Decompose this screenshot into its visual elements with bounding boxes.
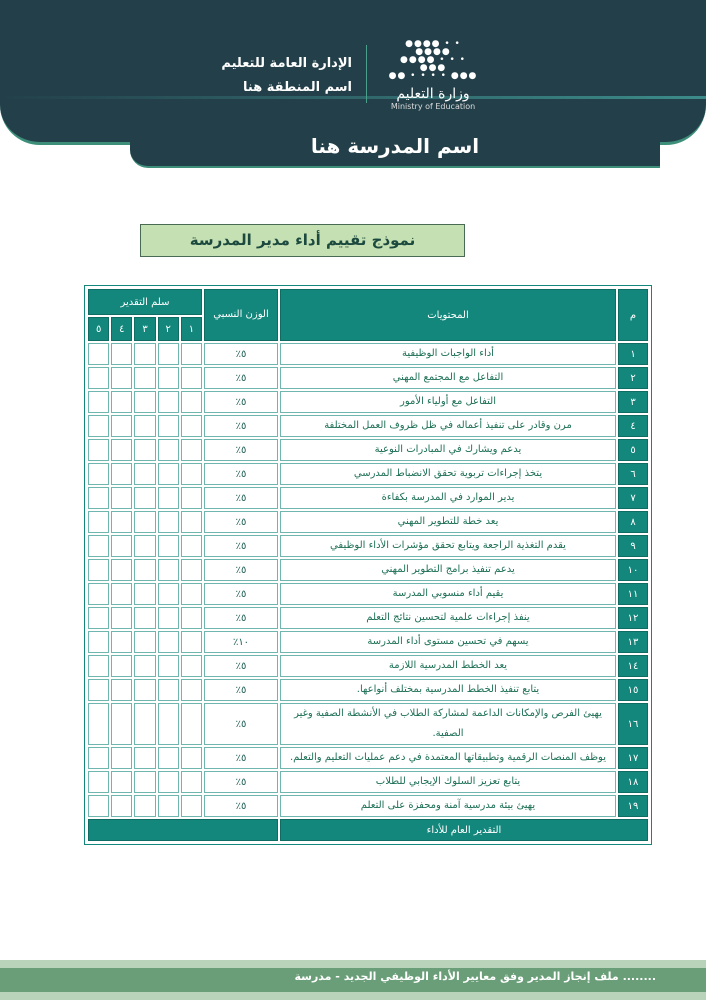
rating-cell-1[interactable]: [181, 511, 202, 533]
rating-cell-3[interactable]: [134, 747, 155, 769]
rating-cell-2[interactable]: [158, 795, 179, 817]
logo-dots-icon: ●●●● • • ●●●● ●●●● • • • ●●● ●● • • • • ●●●: [388, 39, 478, 81]
table-row: [88, 559, 648, 581]
rating-cell-2[interactable]: [158, 391, 179, 413]
row-weight: ٥٪: [204, 655, 278, 677]
scale-level-1: ١: [181, 317, 202, 341]
scale-level-3: ٣: [134, 317, 155, 341]
row-content: يدير الموارد في المدرسة بكفاءة: [280, 487, 616, 509]
footer-text: ملف إنجاز المدير وفق معايير الأداء الوظيفي الجديد - مدرسة ........: [294, 970, 656, 983]
rating-cell-1[interactable]: [181, 487, 202, 509]
rating-cell-3[interactable]: [134, 771, 155, 793]
table-row: [88, 415, 648, 437]
row-weight: ٥٪: [204, 439, 278, 461]
row-number: ١٦: [618, 703, 648, 745]
rating-cell-4[interactable]: [111, 487, 132, 509]
rating-cell-1[interactable]: [181, 535, 202, 557]
rating-cell-4[interactable]: [111, 367, 132, 389]
rating-cell-3[interactable]: [134, 559, 155, 581]
row-number: ١٩: [618, 795, 648, 817]
rating-cell-3[interactable]: [134, 463, 155, 485]
row-weight: ٥٪: [204, 535, 278, 557]
table-row: [88, 343, 648, 365]
rating-cell-5[interactable]: [88, 703, 109, 745]
row-number: ٦: [618, 463, 648, 485]
row-weight: ٥٪: [204, 771, 278, 793]
row-number: ٤: [618, 415, 648, 437]
scale-level-5: ٥: [88, 317, 109, 341]
row-content: التفاعل مع أولياء الأمور: [280, 391, 616, 413]
rating-cell-5[interactable]: [88, 367, 109, 389]
rating-cell-2[interactable]: [158, 367, 179, 389]
rating-cell-3[interactable]: [134, 583, 155, 605]
table-row: [88, 607, 648, 629]
row-weight: ٥٪: [204, 511, 278, 533]
rating-cell-5[interactable]: [88, 655, 109, 677]
ministry-name-ar: وزارة التعليم: [396, 86, 470, 102]
rating-cell-2[interactable]: [158, 487, 179, 509]
row-weight: ٥٪: [204, 415, 278, 437]
rating-cell-2[interactable]: [158, 415, 179, 437]
table-row: [88, 655, 648, 677]
row-content: يسهم في تحسين مستوى أداء المدرسة: [280, 631, 616, 653]
rating-cell-2[interactable]: [158, 631, 179, 653]
table-row: [88, 511, 648, 533]
evaluation-table: [84, 285, 652, 845]
rating-cell-1[interactable]: [181, 747, 202, 769]
rating-cell-5[interactable]: [88, 487, 109, 509]
rating-cell-5[interactable]: [88, 771, 109, 793]
rating-cell-1[interactable]: [181, 367, 202, 389]
rating-cell-4[interactable]: [111, 631, 132, 653]
rating-cell-1[interactable]: [181, 463, 202, 485]
rating-cell-4[interactable]: [111, 679, 132, 701]
rating-cell-3[interactable]: [134, 439, 155, 461]
rating-cell-1[interactable]: [181, 703, 202, 745]
header-scale: سلم التقدير: [88, 289, 202, 315]
rating-cell-2[interactable]: [158, 535, 179, 557]
ministry-logo: [388, 40, 478, 111]
rating-cell-4[interactable]: [111, 771, 132, 793]
rating-cell-1[interactable]: [181, 583, 202, 605]
row-weight: ٥٪: [204, 583, 278, 605]
rating-cell-4[interactable]: [111, 747, 132, 769]
rating-cell-1[interactable]: [181, 559, 202, 581]
rating-cell-5[interactable]: [88, 535, 109, 557]
table-row: [88, 439, 648, 461]
row-content: يدعم تنفيذ برامج التطوير المهني: [280, 559, 616, 581]
school-name: اسم المدرسة هنا: [130, 125, 660, 168]
row-number: ١٥: [618, 679, 648, 701]
header-banner: [0, 0, 706, 145]
scale-level-2: ٢: [158, 317, 179, 341]
rating-cell-3[interactable]: [134, 655, 155, 677]
rating-cell-3[interactable]: [134, 367, 155, 389]
row-content: يدعم ويشارك في المبادرات النوعية: [280, 439, 616, 461]
table-row: [88, 367, 648, 389]
row-number: ١٤: [618, 655, 648, 677]
row-number: ٧: [618, 487, 648, 509]
row-weight: ١٠٪: [204, 631, 278, 653]
row-content: يتابع تعزيز السلوك الإيجابي للطلاب: [280, 771, 616, 793]
rating-cell-4[interactable]: [111, 343, 132, 365]
row-number: ١٢: [618, 607, 648, 629]
row-content: يهيئ الفرص والإمكانات الداعمة لمشاركة الطلاب في الأنشطة الصفية وغير الصفية.: [280, 703, 616, 745]
rating-cell-2[interactable]: [158, 679, 179, 701]
row-content: يقدم التغذية الراجعة ويتابع تحقق مؤشرات الأداء الوظيفي: [280, 535, 616, 557]
rating-cell-5[interactable]: [88, 439, 109, 461]
scale-level-4: ٤: [111, 317, 132, 341]
rating-cell-1[interactable]: [181, 655, 202, 677]
table-row: [88, 679, 648, 701]
rating-cell-3[interactable]: [134, 343, 155, 365]
row-weight: ٥٪: [204, 487, 278, 509]
rating-cell-3[interactable]: [134, 607, 155, 629]
header-num: م: [618, 289, 648, 341]
row-content: يتخذ إجراءات تربوية تحقق الانضباط المدرسي: [280, 463, 616, 485]
rating-cell-5[interactable]: [88, 415, 109, 437]
row-number: ١٣: [618, 631, 648, 653]
table-row: [88, 391, 648, 413]
rating-cell-2[interactable]: [158, 607, 179, 629]
footer-bar: [0, 960, 706, 1000]
table-row: [88, 747, 648, 769]
table-row: [88, 463, 648, 485]
form-title: نموذج تقييم أداء مدير المدرسة: [140, 224, 465, 257]
row-content: أداء الواجبات الوظيفية: [280, 343, 616, 365]
rating-cell-3[interactable]: [134, 391, 155, 413]
department-block: [180, 52, 352, 100]
rating-cell-3[interactable]: [134, 795, 155, 817]
row-content: التفاعل مع المجتمع المهني: [280, 367, 616, 389]
rating-cell-4[interactable]: [111, 559, 132, 581]
rating-cell-2[interactable]: [158, 559, 179, 581]
rating-cell-3[interactable]: [134, 487, 155, 509]
rating-cell-2[interactable]: [158, 771, 179, 793]
header-weight: الوزن النسبي: [204, 289, 278, 341]
table-row: [88, 795, 648, 817]
rating-cell-5[interactable]: [88, 583, 109, 605]
rating-cell-1[interactable]: [181, 679, 202, 701]
rating-cell-2[interactable]: [158, 439, 179, 461]
row-weight: ٥٪: [204, 367, 278, 389]
rating-cell-5[interactable]: [88, 559, 109, 581]
rating-cell-4[interactable]: [111, 415, 132, 437]
rating-cell-4[interactable]: [111, 439, 132, 461]
row-number: ٥: [618, 439, 648, 461]
rating-cell-3[interactable]: [134, 511, 155, 533]
row-number: ١٨: [618, 771, 648, 793]
total-value[interactable]: [88, 819, 278, 841]
row-weight: ٥٪: [204, 391, 278, 413]
rating-cell-4[interactable]: [111, 511, 132, 533]
rating-cell-3[interactable]: [134, 631, 155, 653]
ministry-name-en: Ministry of Education: [390, 102, 476, 111]
table-row: [88, 703, 648, 745]
rating-cell-4[interactable]: [111, 703, 132, 745]
rating-cell-4[interactable]: [111, 463, 132, 485]
table-row: [88, 771, 648, 793]
row-weight: ٥٪: [204, 679, 278, 701]
header-content: المحتويات: [280, 289, 616, 341]
rating-cell-3[interactable]: [134, 703, 155, 745]
rating-cell-1[interactable]: [181, 391, 202, 413]
row-content: يوظف المنصات الرقمية وتطبيقاتها المعتمدة في دعم عمليات التعليم والتعلم.: [280, 747, 616, 769]
row-weight: ٥٪: [204, 747, 278, 769]
row-weight: ٥٪: [204, 559, 278, 581]
department-name: الإدارة العامة للتعليم: [221, 56, 352, 71]
row-content: يتابع تنفيذ الخطط المدرسية بمختلف أنواعها.: [280, 679, 616, 701]
row-content: مرن وقادر على تنفيذ أعماله في ظل ظروف العمل المختلفة: [280, 415, 616, 437]
row-weight: ٥٪: [204, 703, 278, 745]
row-content: يهيئ بيئة مدرسية آمنة ومحفزة على التعلم: [280, 795, 616, 817]
rating-cell-2[interactable]: [158, 343, 179, 365]
row-number: ٨: [618, 511, 648, 533]
rating-cell-5[interactable]: [88, 747, 109, 769]
rating-cell-1[interactable]: [181, 631, 202, 653]
table-row: [88, 487, 648, 509]
rating-cell-4[interactable]: [111, 535, 132, 557]
rating-cell-5[interactable]: [88, 795, 109, 817]
row-content: ينفذ إجراءات علمية لتحسين نتائج التعلم: [280, 607, 616, 629]
rating-cell-1[interactable]: [181, 795, 202, 817]
rating-cell-4[interactable]: [111, 607, 132, 629]
rating-cell-1[interactable]: [181, 439, 202, 461]
rating-cell-3[interactable]: [134, 535, 155, 557]
total-row: [88, 819, 648, 841]
rating-cell-2[interactable]: [158, 511, 179, 533]
row-weight: ٥٪: [204, 607, 278, 629]
table-row: [88, 583, 648, 605]
rating-cell-2[interactable]: [158, 583, 179, 605]
rating-cell-2[interactable]: [158, 747, 179, 769]
row-number: ١١: [618, 583, 648, 605]
row-number: ١: [618, 343, 648, 365]
row-number: ١٠: [618, 559, 648, 581]
rating-cell-4[interactable]: [111, 655, 132, 677]
rating-cell-2[interactable]: [158, 463, 179, 485]
region-name: اسم المنطقة هنا: [243, 80, 352, 95]
rating-cell-4[interactable]: [111, 583, 132, 605]
table-row: [88, 631, 648, 653]
rating-cell-2[interactable]: [158, 655, 179, 677]
row-content: يقيم أداء منسوبي المدرسة: [280, 583, 616, 605]
row-weight: ٥٪: [204, 343, 278, 365]
rating-cell-1[interactable]: [181, 771, 202, 793]
total-label: التقدير العام للأداء: [280, 819, 648, 841]
table-row: [88, 535, 648, 557]
row-content: يعد خطة للتطوير المهني: [280, 511, 616, 533]
rating-cell-5[interactable]: [88, 343, 109, 365]
rating-cell-4[interactable]: [111, 391, 132, 413]
rating-cell-3[interactable]: [134, 679, 155, 701]
rating-cell-5[interactable]: [88, 607, 109, 629]
rating-cell-3[interactable]: [134, 415, 155, 437]
rating-cell-5[interactable]: [88, 511, 109, 533]
rating-cell-4[interactable]: [111, 795, 132, 817]
rating-cell-1[interactable]: [181, 415, 202, 437]
row-number: ٣: [618, 391, 648, 413]
rating-cell-5[interactable]: [88, 631, 109, 653]
row-number: ٢: [618, 367, 648, 389]
divider: [366, 45, 367, 103]
rating-cell-1[interactable]: [181, 343, 202, 365]
row-content: يعد الخطط المدرسية اللازمة: [280, 655, 616, 677]
rating-cell-2[interactable]: [158, 703, 179, 745]
row-number: ٩: [618, 535, 648, 557]
row-number: ١٧: [618, 747, 648, 769]
row-weight: ٥٪: [204, 795, 278, 817]
rating-cell-1[interactable]: [181, 607, 202, 629]
rating-cell-5[interactable]: [88, 463, 109, 485]
rating-cell-5[interactable]: [88, 391, 109, 413]
rating-cell-5[interactable]: [88, 679, 109, 701]
row-weight: ٥٪: [204, 463, 278, 485]
